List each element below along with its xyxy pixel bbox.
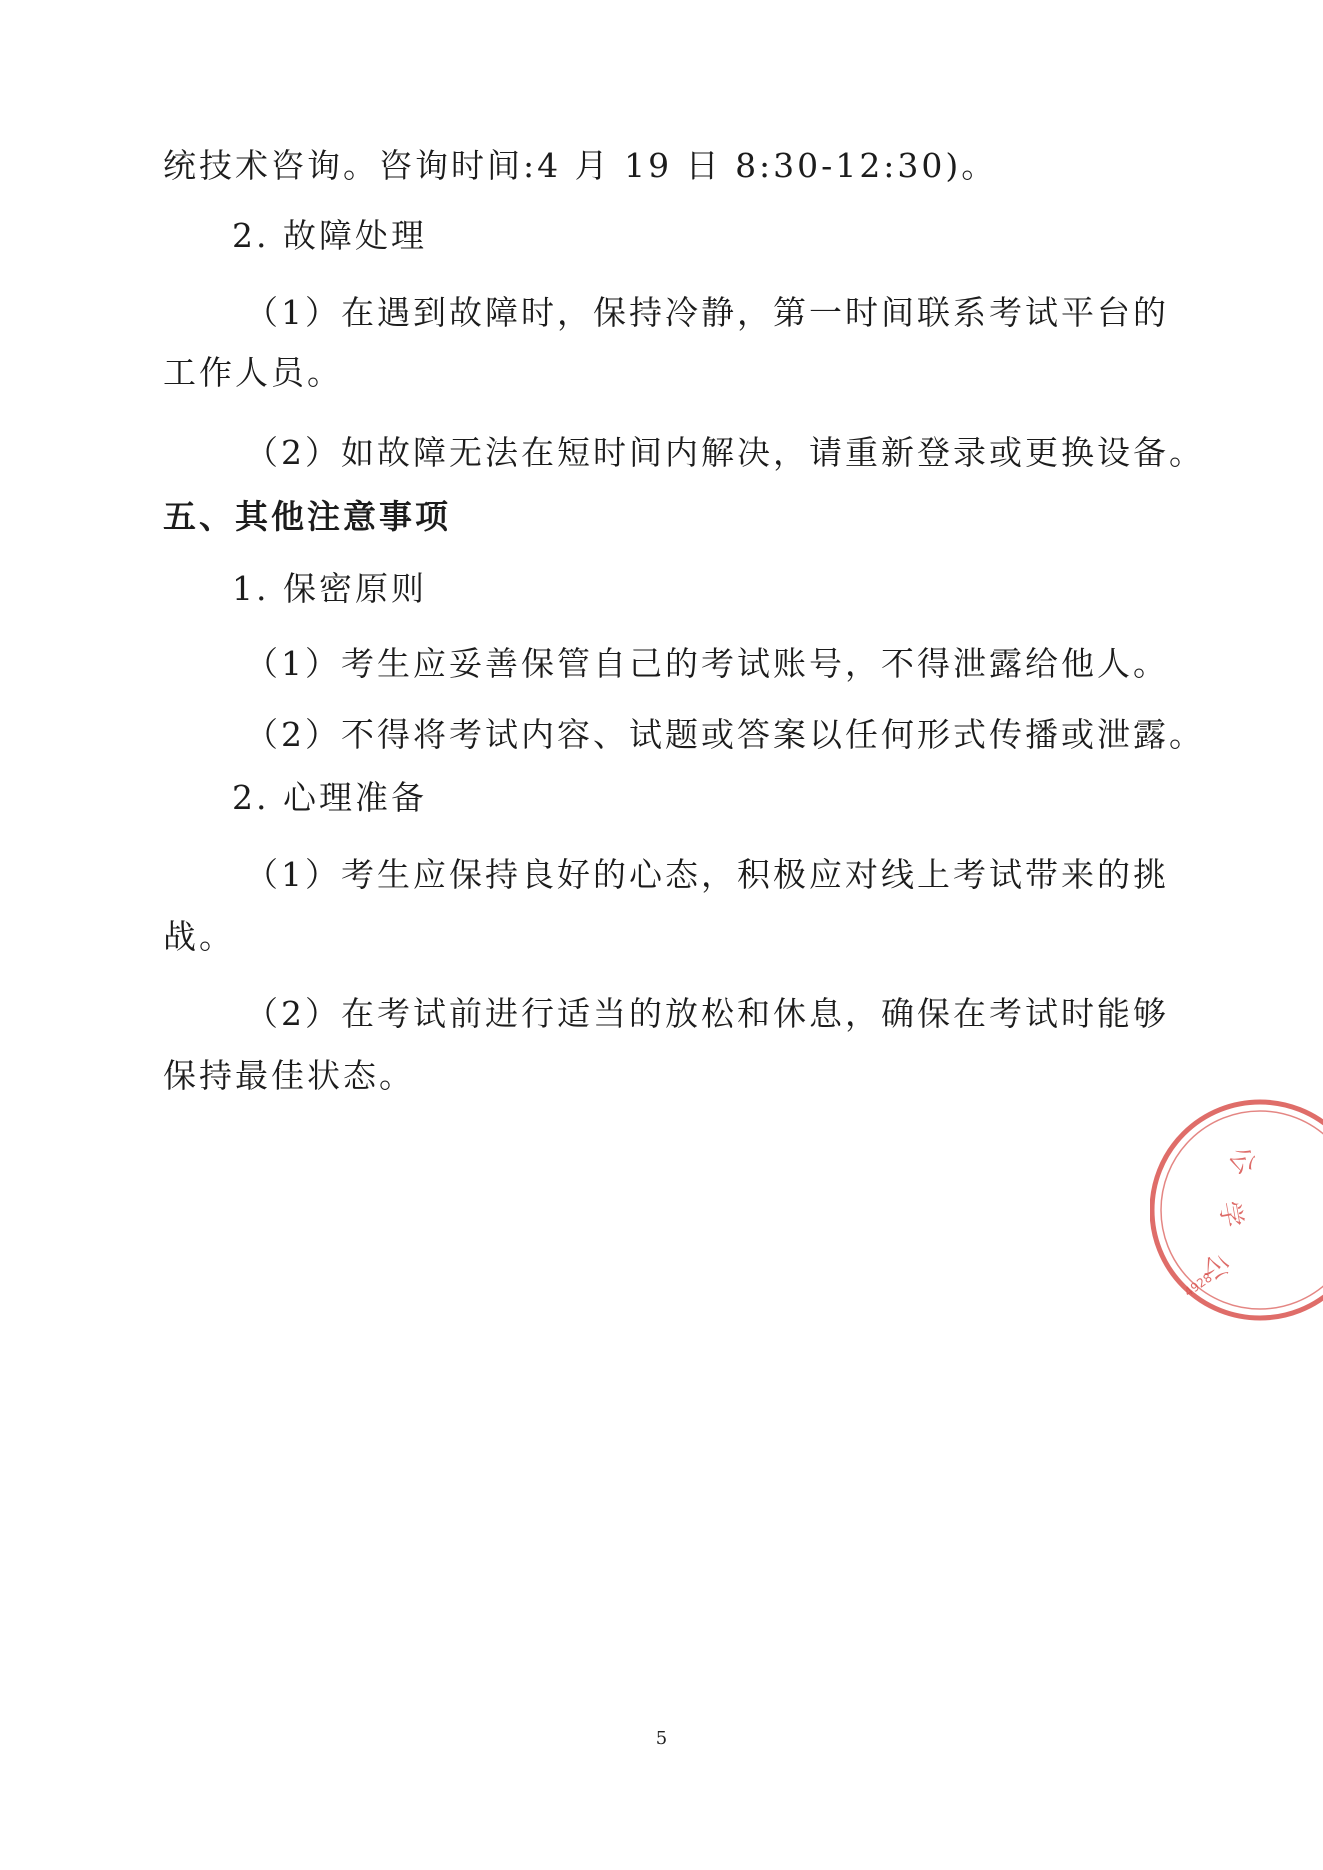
svg-text:4928: 4928	[1181, 1270, 1215, 1300]
subsection-title: 2. 故障处理	[232, 216, 427, 255]
official-seal-stamp	[1150, 1085, 1323, 1335]
svg-text:学: 学	[1213, 1199, 1248, 1230]
paragraph-line: （1）考生应妥善保管自己的考试账号，不得泄露给他人。	[245, 644, 1169, 683]
paragraph-line: （1）在遇到故障时，保持冷静，第一时间联系考试平台的	[245, 293, 1169, 332]
subsection-title: 1. 保密原则	[232, 569, 427, 608]
svg-text:公: 公	[1222, 1141, 1262, 1181]
paragraph-line: 工作人员。	[163, 353, 343, 392]
svg-text:公: 公	[1198, 1251, 1233, 1283]
paragraph-line: （2）如故障无法在短时间内解决，请重新登录或更换设备。	[245, 433, 1205, 472]
paragraph-line: 统技术咨询。咨询时间:4 月 19 日 8:30-12:30)。	[163, 146, 998, 185]
paragraph-line: （2）不得将考试内容、试题或答案以任何形式传播或泄露。	[245, 715, 1205, 754]
paragraph-line: （1）考生应保持良好的心态，积极应对线上考试带来的挑	[245, 855, 1169, 894]
subsection-title: 2. 心理准备	[232, 778, 427, 817]
paragraph-line: 战。	[163, 917, 235, 956]
paragraph-line: 保持最佳状态。	[163, 1056, 415, 1095]
page-number: 5	[655, 1728, 668, 1749]
section-heading: 五、其他注意事项	[163, 497, 451, 536]
paragraph-line: （2）在考试前进行适当的放松和休息，确保在考试时能够	[245, 994, 1169, 1033]
